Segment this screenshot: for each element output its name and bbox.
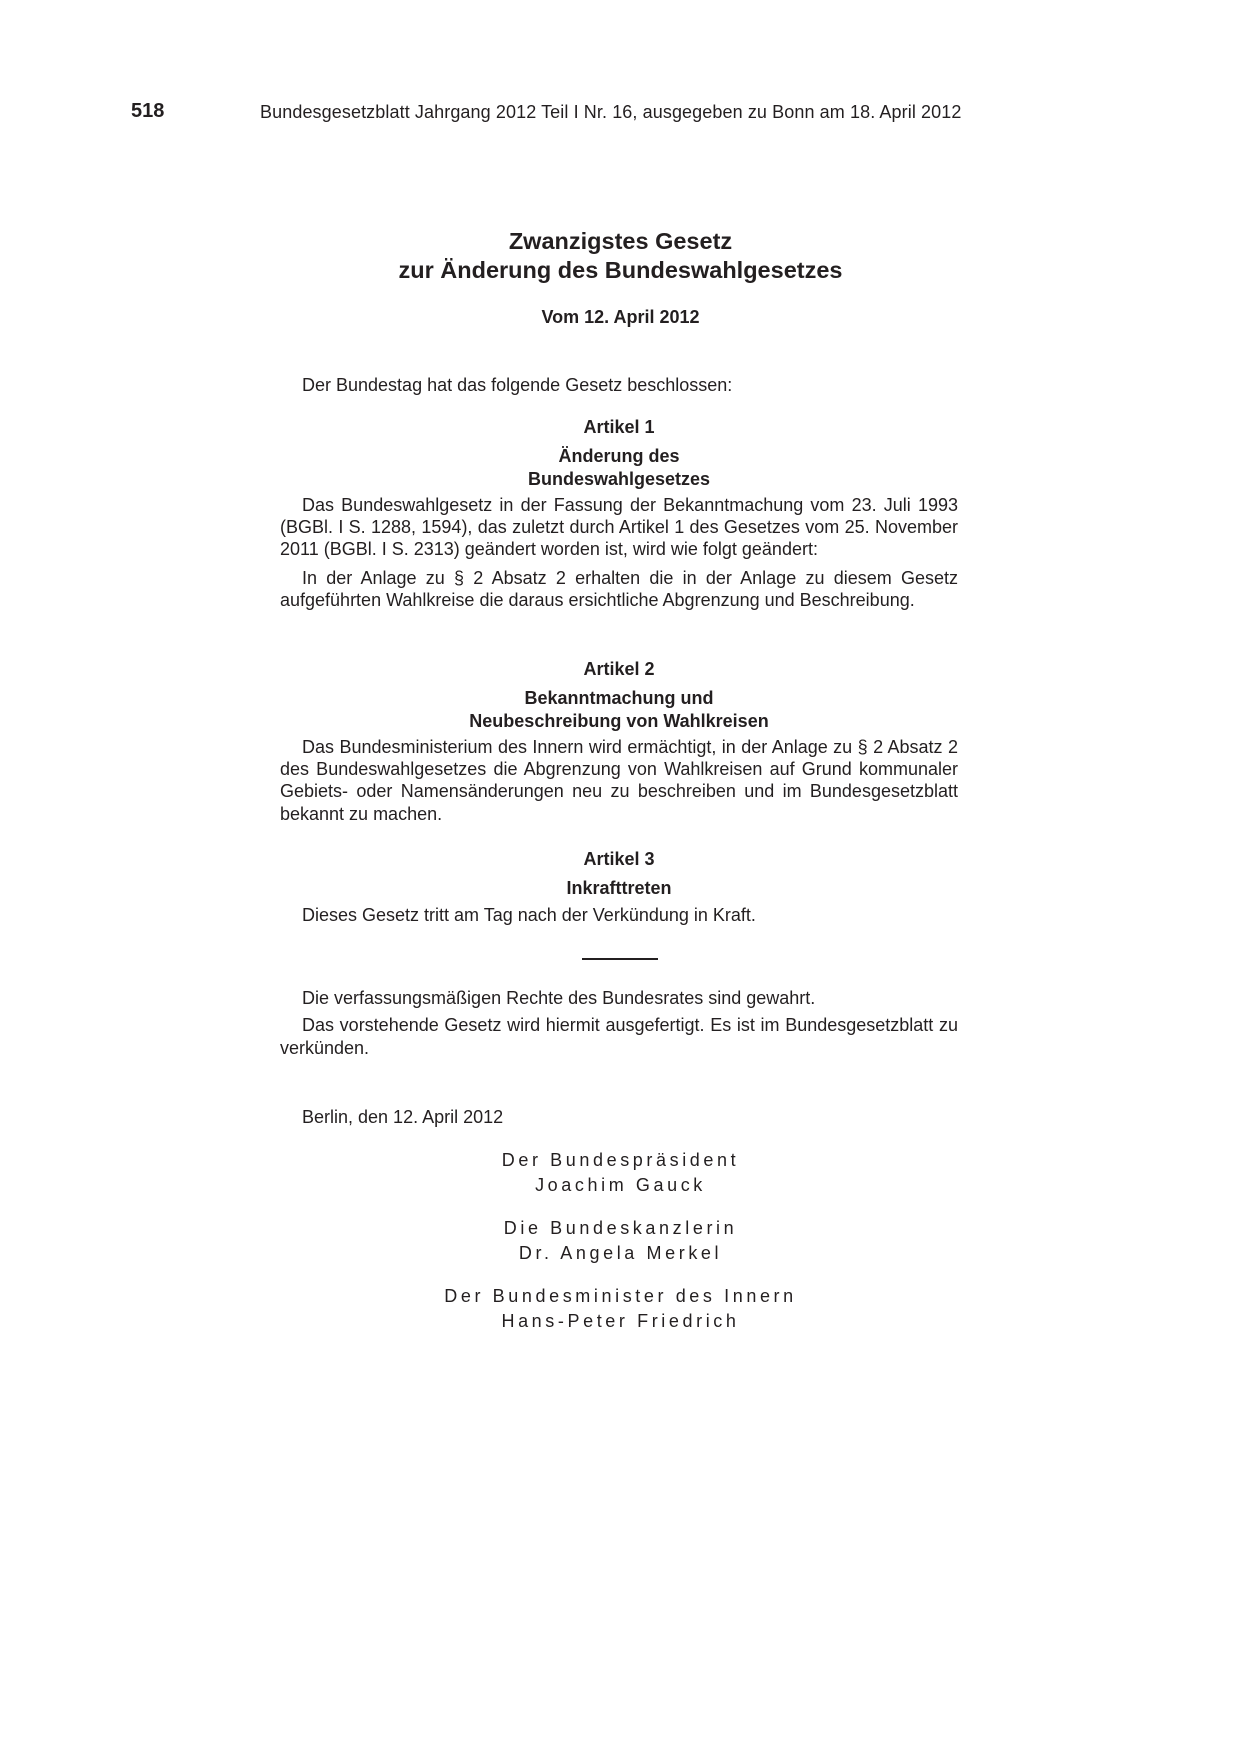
- closing-block: [280, 987, 958, 1059]
- article-2: [280, 658, 958, 825]
- article-1-paragraph-1: Das Bundeswahlgesetz in der Fassung der Bekanntmachung vom 23. Juli 1993 (BGBl. I S. 1288, 1594), das zuletzt durch Artikel 1 des Gesetzes vom 25. November 2011 (BGBl. I S. 2313) geändert worden ist, wird wie folgt geändert:: [280, 494, 958, 560]
- article-1: [280, 416, 958, 611]
- article-3: [280, 848, 958, 926]
- running-header: Bundesgesetzblatt Jahrgang 2012 Teil I Nr. 16, ausgegeben zu Bonn am 18. April 2012: [260, 102, 962, 122]
- signatory-1-name: Joachim Gauck: [535, 1175, 706, 1195]
- signatory-3: [0, 1284, 1241, 1334]
- signatory-2-name: Dr. Angela Merkel: [518, 1243, 723, 1263]
- article-2-heading-line-2: Neubeschreibung von Wahlkreisen: [469, 710, 769, 731]
- article-1-number: Artikel 1: [583, 417, 655, 437]
- section-divider: [582, 958, 658, 960]
- article-1-paragraph-2: In der Anlage zu § 2 Absatz 2 erhalten die in der Anlage zu diesem Gesetz aufgeführten Wahlkreise die daraus ersichtliche Abgrenzung und Beschreibung.: [280, 567, 958, 611]
- page-number: 518: [131, 100, 165, 122]
- article-2-number: Artikel 2: [583, 659, 655, 679]
- closing-paragraph-1: Die verfassungsmäßigen Rechte des Bundesrates sind gewahrt.: [302, 988, 816, 1008]
- place-date: Berlin, den 12. April 2012: [302, 1107, 504, 1127]
- closing-paragraph-2: Das vorstehende Gesetz wird hiermit ausgefertigt. Es ist im Bundesgesetzblatt zu verkünden.: [280, 1015, 958, 1058]
- signatory-1: [0, 1148, 1241, 1198]
- article-1-heading-line-2: Bundeswahlgesetzes: [527, 468, 711, 489]
- preamble-block: [280, 374, 958, 396]
- article-1-heading-line-1: Änderung des: [558, 446, 680, 467]
- law-title: [0, 227, 1241, 285]
- law-title-line-2: zur Änderung des Bundeswahlgesetzes: [398, 257, 843, 283]
- signatory-3-name: Hans-Peter Friedrich: [501, 1311, 740, 1331]
- place-date-block: [280, 1106, 958, 1128]
- signatory-2: [0, 1216, 1241, 1266]
- law-title-line-1: Zwanzigstes Gesetz: [508, 228, 733, 254]
- article-3-number: Artikel 3: [583, 849, 655, 869]
- article-3-paragraph-1: Dieses Gesetz tritt am Tag nach der Verkündung in Kraft.: [302, 904, 756, 925]
- signatory-1-role: Der Bundespräsident: [501, 1150, 740, 1170]
- article-2-paragraph-1: Das Bundesministerium des Innern wird ermächtigt, in der Anlage zu § 2 Absatz 2 des Bundeswahlgesetzes die Abgrenzung von Wahlkreisen auf Grund kommunaler Gebiets- oder Namensänderungen neu zu beschreiben und im Bundesgesetzblatt bekannt zu machen.: [280, 736, 958, 824]
- article-2-heading-line-1: Bekanntmachung und: [524, 688, 714, 709]
- preamble: Der Bundestag hat das folgende Gesetz beschlossen:: [302, 375, 733, 395]
- law-date: Vom 12. April 2012: [541, 307, 700, 327]
- signatory-2-role: Die Bundeskanzlerin: [503, 1218, 738, 1238]
- signatory-3-role: Der Bundesminister des Innern: [444, 1286, 797, 1306]
- article-3-heading: Inkrafttreten: [566, 878, 672, 899]
